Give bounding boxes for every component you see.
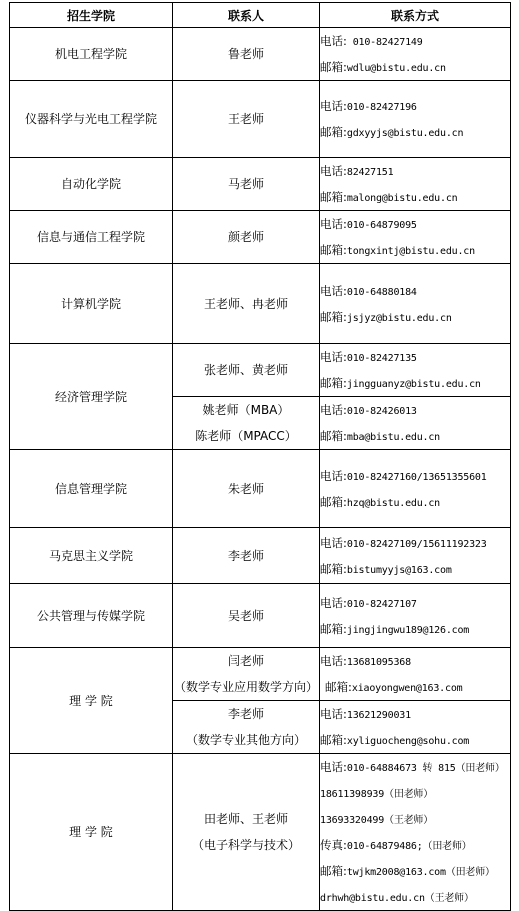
contact-cell bbox=[320, 528, 511, 584]
phone-label: 电话: bbox=[320, 283, 347, 298]
phone-value: 13621290031 bbox=[346, 710, 411, 721]
fax-value: 010-64879486;（田老师） bbox=[346, 841, 472, 852]
college-cell: 机电工程学院 bbox=[10, 28, 173, 81]
phone-value: 010-82427149 bbox=[346, 37, 423, 48]
contact-cell bbox=[320, 397, 511, 450]
email-label: 邮箱: bbox=[320, 429, 347, 443]
header-college: 招生学院 bbox=[10, 3, 173, 28]
phone-value: 010-64884673 转 815（田老师） bbox=[346, 763, 505, 774]
contact-cell bbox=[320, 81, 511, 158]
person-cell: 鲁老师 bbox=[173, 28, 320, 81]
table-row bbox=[10, 81, 511, 158]
person-cell: 颜老师 bbox=[173, 211, 320, 264]
phone-value: 010-82426013 bbox=[346, 406, 417, 417]
email-label: 邮箱: bbox=[320, 621, 347, 636]
person-cell: 王老师、冉老师 bbox=[173, 264, 320, 344]
person-cell: 王老师 bbox=[173, 81, 320, 158]
email-value: hzq@bistu.edu.cn bbox=[346, 497, 441, 509]
header-row bbox=[10, 3, 511, 28]
contact-cell bbox=[320, 754, 511, 911]
contact-cell bbox=[320, 584, 511, 648]
email-value: bistumyyjs@163.com bbox=[346, 564, 452, 576]
phone-label: 电话: bbox=[320, 99, 347, 113]
email-value: gdxyyjs@bistu.edu.cn bbox=[346, 128, 464, 139]
email-label: 邮箱: bbox=[320, 309, 347, 324]
person-cell bbox=[173, 701, 320, 754]
phone-label: 电话: bbox=[320, 34, 347, 48]
table-row bbox=[10, 754, 511, 911]
fax-label: 传真: bbox=[320, 838, 347, 852]
person-cell bbox=[173, 754, 320, 911]
phone-label: 电话: bbox=[320, 468, 347, 483]
college-cell: 公共管理与传媒学院 bbox=[10, 584, 173, 648]
person-cell: 马老师 bbox=[173, 158, 320, 211]
phone-value: 010-82427196 bbox=[346, 102, 417, 113]
table-row bbox=[10, 211, 511, 264]
person-cell: 吴老师 bbox=[173, 584, 320, 648]
table-row bbox=[10, 528, 511, 584]
email-value: drhwh@bistu.edu.cn（王老师） bbox=[320, 893, 474, 904]
table-row bbox=[10, 450, 511, 528]
email-value: wdlu@bistu.edu.cn bbox=[346, 63, 446, 74]
email-label: 邮箱: bbox=[320, 243, 347, 257]
contact-cell bbox=[320, 28, 511, 81]
email-value: jingguanyz@bistu.edu.cn bbox=[346, 379, 481, 390]
contact-cell bbox=[320, 450, 511, 528]
college-cell: 自动化学院 bbox=[10, 158, 173, 211]
email-label: 邮箱: bbox=[320, 376, 347, 390]
phone-label: 电话: bbox=[320, 760, 347, 774]
table-row bbox=[10, 264, 511, 344]
phone-value: 010-64880184 bbox=[346, 286, 417, 298]
email-value: xiaoyongwen@163.com bbox=[351, 683, 463, 694]
phone-value: 13681095368 bbox=[346, 657, 411, 668]
email-label: 邮箱: bbox=[320, 733, 347, 747]
email-value: mba@bistu.edu.cn bbox=[346, 432, 441, 443]
person-cell: 李老师 bbox=[173, 528, 320, 584]
header-contact-person: 联系人 bbox=[173, 3, 320, 28]
person-name: 李老师 bbox=[227, 707, 264, 721]
phone-value: 010-64879095 bbox=[346, 220, 417, 231]
person-note: （数学专业应用数学方向） bbox=[173, 680, 318, 694]
phone-value: 82427151 bbox=[346, 167, 394, 178]
person-name: 闫老师 bbox=[227, 654, 264, 668]
contact-cell bbox=[320, 158, 511, 211]
contact-cell bbox=[320, 344, 511, 397]
email-label: 邮箱: bbox=[320, 190, 347, 204]
person-cell bbox=[173, 648, 320, 701]
email-label: 邮箱: bbox=[320, 494, 347, 509]
phone-label: 电话: bbox=[320, 535, 347, 550]
college-cell: 理 学 院 bbox=[10, 754, 173, 911]
email-value: malong@bistu.edu.cn bbox=[346, 193, 458, 204]
email-label: 邮箱: bbox=[320, 864, 347, 878]
admissions-contact-table bbox=[9, 2, 511, 911]
phone-value: 010-82427135 bbox=[346, 353, 417, 364]
table-row bbox=[10, 158, 511, 211]
phone-label: 电话: bbox=[320, 707, 347, 721]
table-row bbox=[10, 584, 511, 648]
person-name: 陈老师（MPACC） bbox=[195, 429, 297, 443]
phone-label: 电话: bbox=[320, 217, 347, 231]
phone-label: 电话: bbox=[320, 403, 347, 417]
email-value: jsjyz@bistu.edu.cn bbox=[346, 312, 452, 324]
person-name: 田老师、王老师 bbox=[203, 812, 288, 826]
phone-label: 电话: bbox=[320, 654, 347, 668]
email-value: tongxintj@bistu.edu.cn bbox=[346, 246, 475, 257]
contact-cell bbox=[320, 264, 511, 344]
person-name: 姚老师（MBA） bbox=[202, 403, 290, 417]
person-cell: 张老师、黄老师 bbox=[173, 344, 320, 397]
mobile-value: 13693320499（王老师） bbox=[320, 815, 434, 826]
college-cell: 理 学 院 bbox=[10, 648, 173, 754]
college-cell: 信息与通信工程学院 bbox=[10, 211, 173, 264]
college-cell: 经济管理学院 bbox=[10, 344, 173, 450]
email-value: jingjingwu189@126.com bbox=[346, 624, 470, 636]
phone-value: 010-82427107 bbox=[346, 598, 417, 610]
phone-value: 010-82427160/13651355601 bbox=[346, 471, 487, 483]
email-label: 邮箱: bbox=[320, 60, 347, 74]
college-cell: 仪器科学与光电工程学院 bbox=[10, 81, 173, 158]
person-note: （电子科学与技术） bbox=[191, 838, 300, 852]
college-cell: 信息管理学院 bbox=[10, 450, 173, 528]
table-row bbox=[10, 28, 511, 81]
email-value: xyliguocheng@sohu.com bbox=[346, 736, 470, 747]
mobile-value: 18611398939（田老师） bbox=[320, 789, 434, 800]
phone-label: 电话: bbox=[320, 595, 347, 610]
email-label: 邮箱: bbox=[320, 125, 347, 139]
person-note: （数学专业其他方向） bbox=[185, 733, 306, 747]
email-label: 邮箱: bbox=[325, 680, 352, 694]
table-row bbox=[10, 648, 511, 701]
contact-cell bbox=[320, 211, 511, 264]
phone-label: 电话: bbox=[320, 350, 347, 364]
person-cell: 朱老师 bbox=[173, 450, 320, 528]
college-cell: 马克思主义学院 bbox=[10, 528, 173, 584]
contact-cell bbox=[320, 701, 511, 754]
header-contact-info: 联系方式 bbox=[320, 3, 511, 28]
phone-label: 电话: bbox=[320, 164, 347, 178]
contact-cell bbox=[320, 648, 511, 701]
table-row bbox=[10, 344, 511, 397]
college-cell: 计算机学院 bbox=[10, 264, 173, 344]
email-label: 邮箱: bbox=[320, 561, 347, 576]
email-value: twjkm2008@163.com（田老师） bbox=[346, 867, 495, 878]
phone-value: 010-82427109/15611192323 bbox=[346, 538, 487, 550]
person-cell bbox=[173, 397, 320, 450]
